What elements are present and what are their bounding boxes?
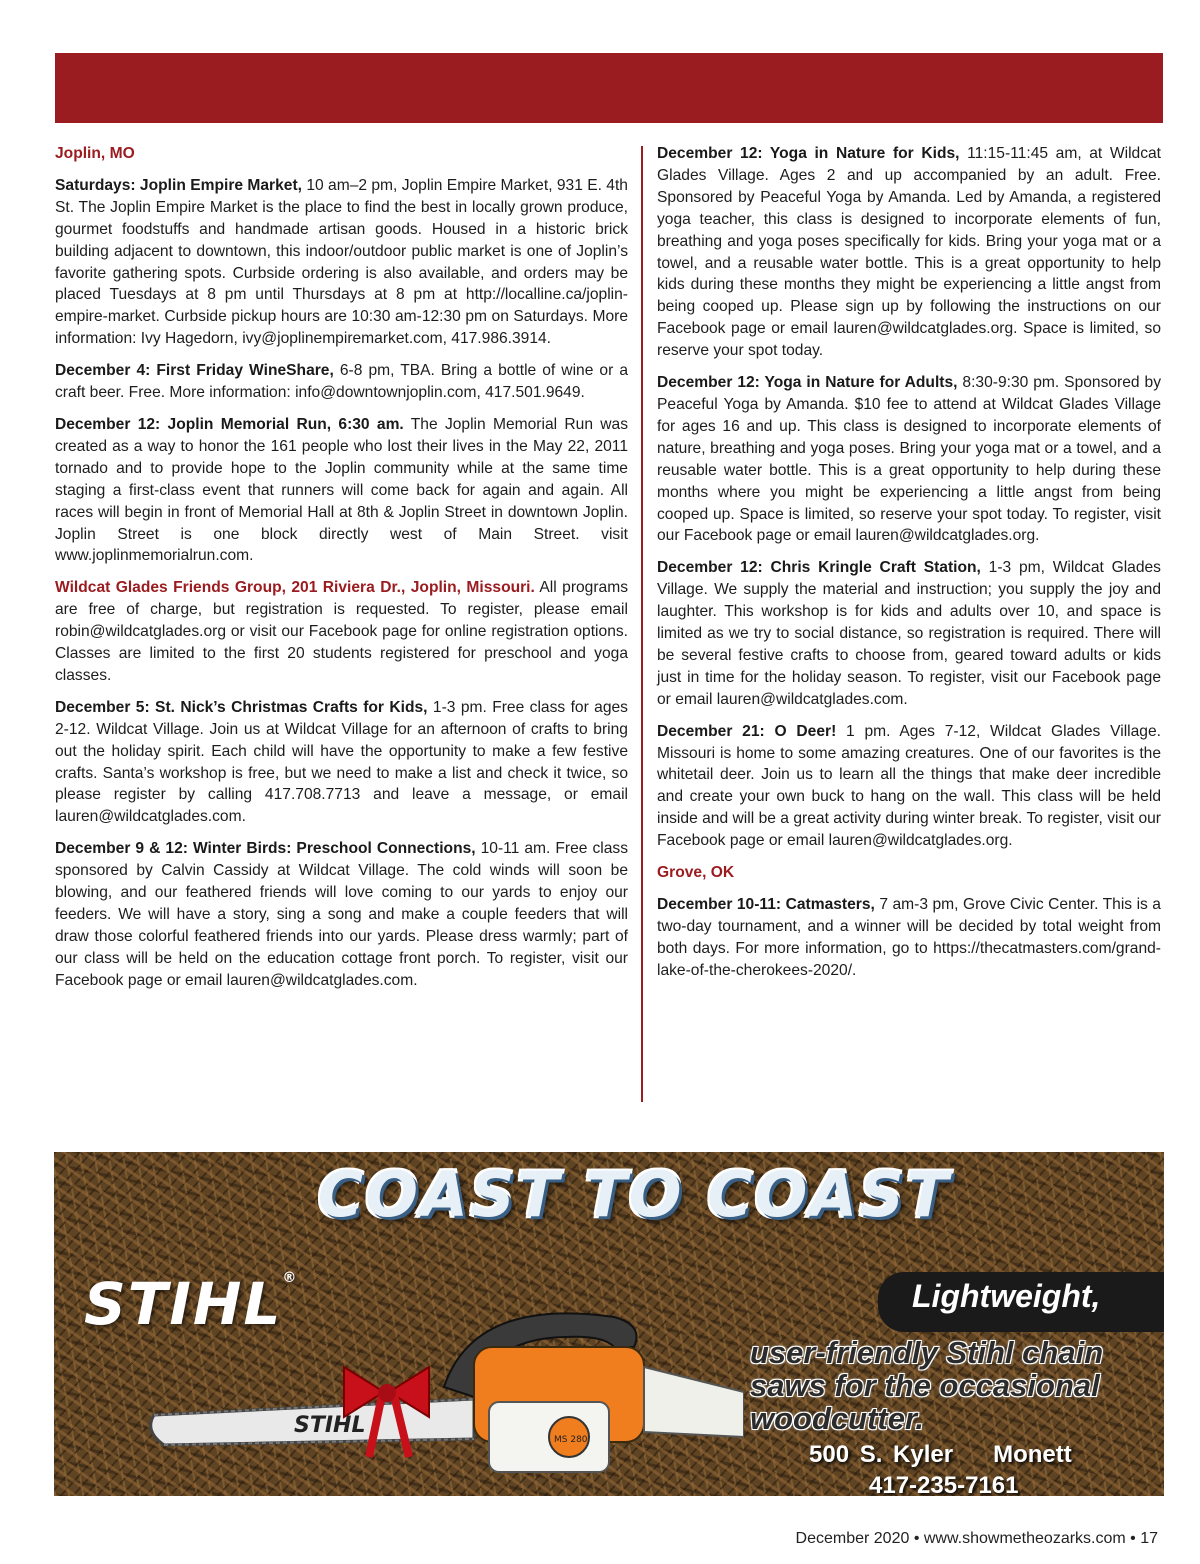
event-heading: December 12: Yoga in Nature for Kids, <box>657 145 960 162</box>
event-heading: December 5: St. Nick’s Christmas Crafts for Kids, <box>55 698 428 716</box>
event-text: 10-11 am. Free class sponsored by Calvin Cassidy at Wildcat Village. The cold winds will soon be blowing, and our feathered friends will love coming to our yards to enjoy our feeders. We will have a story, sing a song and make a couple feeders that will draw those colorful feathered friends into our yards. Please dress warmly; part of our class will be held on the education cottage front porch. To register, visit our Facebook page or email lauren@wildcatglades.com. <box>55 840 628 989</box>
event-entry <box>657 557 1161 710</box>
column-divider <box>641 146 643 1102</box>
event-text: 10 am–2 pm, Joplin Empire Market, 931 E. 4th St. The Joplin Empire Market is the place to find the best in locally grown produce, gourmet foodstuffs and handmade artisan goods. Housed in a historic brick building adjacent to downtown, this indoor/outdoor public market is one of Joplin’s favorite gathering spots. Curbside ordering is also available, and orders may be placed Tuesdays at 8 pm until Thursdays at 8 pm at http://localline.ca/joplin-empire-market. Curbside pickup hours are 10:30 am-12:30 pm on Saturdays. More information: Ivy Hagedorn, ivy@joplinempiremarket.com, 417.986.3914. <box>55 176 628 348</box>
ad-city: Monett <box>993 1441 1072 1468</box>
lightweight-text: Lightweight, <box>912 1278 1101 1314</box>
event-entry <box>55 360 628 404</box>
event-text: The Joplin Memorial Run was created as a way to honor the 161 people who lost their lives in the May 22, 2011 tornado and to provide hope to the Joplin community while at the same time staging a first-class event that runners will come back for again and again. All races will begin in front of Memorial Hall at 8th & Joplin Street in downtown Joplin. Joplin Street is one block directly west of Main Street. visit www.joplinmemorialrun.com. <box>55 415 629 565</box>
chainsaw-icon <box>144 1307 744 1496</box>
group-text: All programs are free of charge, but registration is requested. To register, please email robin@wildcatglades.org or visit our Facebook page for online registration options. Classes are limited to the first 20 students registered for preschool and yoga classes. <box>55 579 629 684</box>
event-heading: December 12: Chris Kringle Craft Station, <box>657 559 981 577</box>
header-banner <box>55 53 1163 123</box>
event-heading: December 4: First Friday WineShare, <box>55 362 334 380</box>
ad-title: COAST TO COAST <box>317 1158 951 1231</box>
event-entry <box>657 894 1161 982</box>
event-entry <box>55 697 628 828</box>
registered-mark: ® <box>282 1270 299 1286</box>
advertisement <box>54 1152 1164 1496</box>
event-text: 8:30-9:30 pm. Sponsored by Peaceful Yoga by Amanda. $10 fee to attend at Wildcat Glades Village for ages 16 and up. This class is designed to incorporate elements of nature, breathing and yoga poses. Bring your yoga mat or a towel, and a reusable water bottle. This is a great opportunity to help during these months where you might be experiencing a little angst from being cooped up. Space is limited, so reserve your spot today. To register, visit our Facebook page or email lauren@wildcatglades.org. <box>657 374 1161 545</box>
event-text: 11:15-11:45 am, at Wildcat Glades Village. Ages 2 and up accompanied by an adult. Free. Sponsored by Peaceful Yoga by Amanda. Led by Amanda, a registered yoga teacher, this class is designed to incorporate elements of fun, breathing and yoga poses specifically for kids. Bring your yoga mat or a towel, and a reusable water bottle. This is a great opportunity to help kids during these months they might be experiencing a little angst from being cooped up. Please sign up by following the instructions on our Facebook page or email lauren@wildcatglades.org. Space is limited, so reserve your spot today. <box>657 145 1162 360</box>
stihl-logo-text: STIHL <box>84 1270 283 1338</box>
event-text: 7 am-3 pm, Grove Civic Center. This is a two-day tournament, and a winner will be decided by total weight from both days. For more information, go to https://thecatmasters.com/grand-lake-of-the-cherokees-2020/. <box>657 896 1161 979</box>
event-text: 6-8 pm, TBA. Bring a bottle of wine or a craft beer. Free. More information: info@downtownjoplin.com, 417.501.9649. <box>55 362 628 402</box>
group-heading: Wildcat Glades Friends Group, 201 Riviera Dr., Joplin, Missouri. <box>55 579 535 597</box>
ad-phone: 417-235-7161 <box>869 1472 1019 1496</box>
saw-rear-handle <box>644 1367 744 1437</box>
event-heading: December 12: Joplin Memorial Run, 6:30 am. <box>55 415 404 433</box>
event-text: 1 pm. Ages 7-12, Wildcat Glades Village. Missouri is home to some amazing creatures. One of our favorites is the whitetail deer. Join us to learn all the things that make deer incredible and create your own buck to hang on the wall. This class will be held inside and will be a great activity during winter break. To register, visit our Facebook page or email lauren@wildcatglades.org. <box>657 722 1161 850</box>
event-text: 1-3 pm. Free class for ages 2-12. Wildcat Village. Join us at Wildcat Village for an afternoon of crafts to bring out the holiday spirit. Each child will have the opportunity to make a few festive crafts. Santa’s workshop is free, but we need to make a list and check it twice, so please register by calling 417.708.7713 and leave a message, or email lauren@wildcatglades.com. <box>55 698 628 826</box>
event-heading: December 10-11: Catmasters, <box>657 896 875 913</box>
event-entry <box>55 838 628 991</box>
right-column <box>657 143 1161 992</box>
ad-address <box>809 1441 1072 1469</box>
bar-brand-text: STIHL <box>294 1413 366 1438</box>
event-entry <box>657 143 1161 362</box>
group-entry <box>55 577 628 687</box>
event-heading: December 9 & 12: Winter Birds: Preschool Connections, <box>55 840 476 858</box>
bow-knot <box>378 1384 396 1402</box>
event-entry <box>657 721 1161 852</box>
event-entry <box>55 414 628 567</box>
event-text: 1-3 pm, Wildcat Glades Village. We supply the material and instruction; you supply the joy and laughter. This workshop is for kids and adults over 10, and space is limited as we try to social distance, so registration is required. There will be several festive crafts to choose from, geared toward adults or kids just in time for the holiday season. To register, visit our Facebook page or email lauren@wildcatglades.com. <box>657 559 1161 708</box>
city-heading-joplin: Joplin, MO <box>55 145 135 162</box>
city-heading-grove: Grove, OK <box>657 864 735 882</box>
event-entry <box>55 175 628 350</box>
left-column <box>55 143 628 1002</box>
ad-tagline: user-friendly Stihl chain saws for the occasional woodcutter. <box>750 1335 1104 1436</box>
saw-model-text: MS 280 <box>554 1435 588 1445</box>
event-entry <box>657 372 1161 547</box>
event-heading: Saturdays: Joplin Empire Market, <box>55 176 302 194</box>
ad-street: 500 S. Kyler <box>809 1441 954 1468</box>
event-heading: December 12: Yoga in Nature for Adults, <box>657 374 958 392</box>
event-heading: December 21: O Deer! <box>657 722 837 740</box>
page-footer: December 2020 • www.showmetheozarks.com • 17 <box>795 1530 1158 1547</box>
